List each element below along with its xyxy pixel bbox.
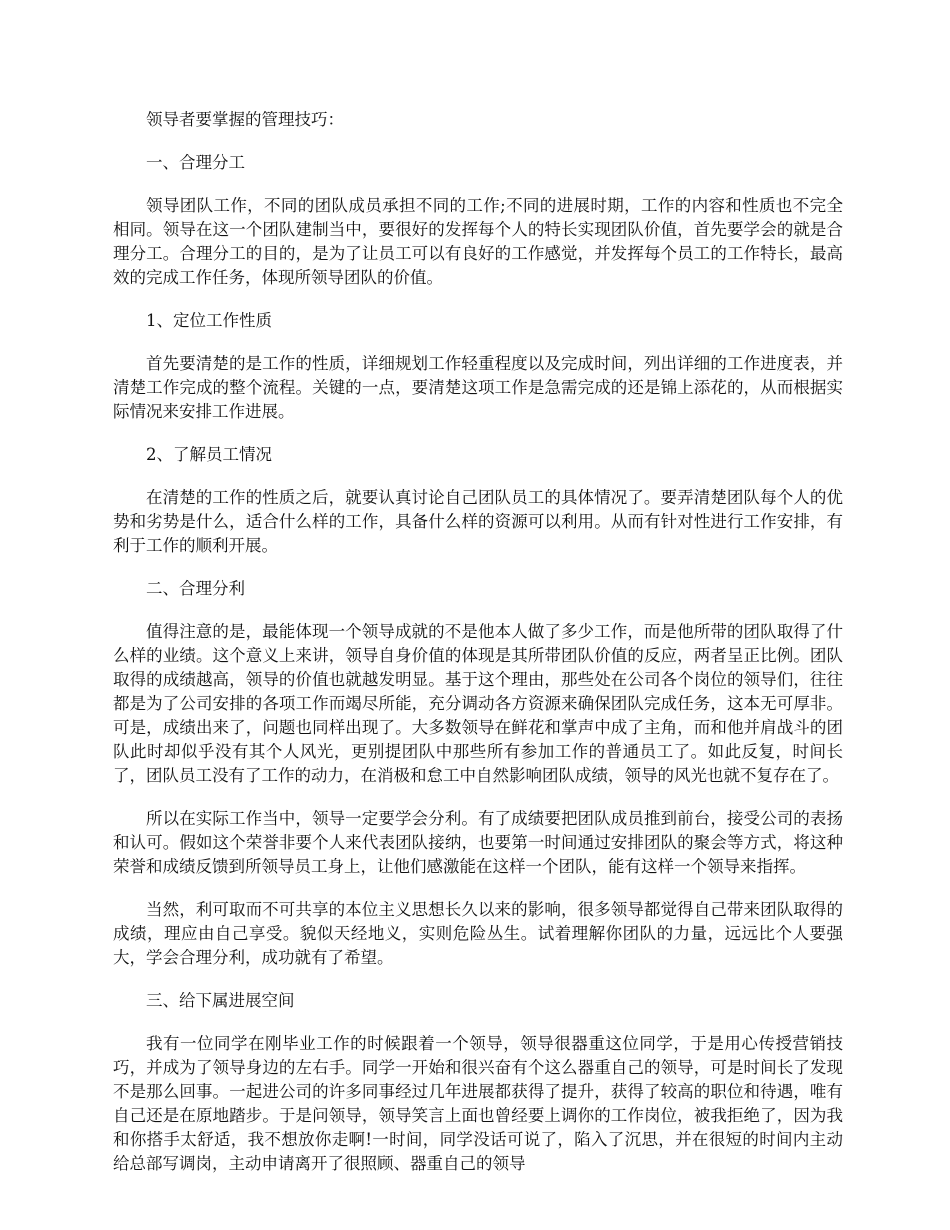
body-paragraph: 所以在实际工作当中，领导一定要学会分利。有了成绩要把团队成员推到前台，接受公司的表扬和认可。假如这个荣誉非要个人来代表团队接纳，也要第一时间通过安排团队的聚会等方式，将这种荣誉和成绩反馈到所领导员工身上，让他们感激能在这样一个团队，能有这样一个领导来指挥。 bbox=[113, 809, 843, 876]
body-paragraph: 在清楚的工作的性质之后，就要认真讨论自己团队员工的具体情况了。要弄清楚团队每个人的优势和劣势是什么，适合什么样的工作，具备什么样的资源可以利用。从而有针对性进行工作安排，有利于工作的顺利开展。 bbox=[113, 488, 843, 555]
section-heading: 1、定位工作性质 bbox=[146, 311, 272, 330]
body-paragraph: 首先要清楚的是工作的性质，详细规划工作轻重程度以及完成时间，列出详细的工作进度表，并清楚工作完成的整个流程。关键的一点，要清楚这项工作是急需完成的还是锦上添花的，从而根据实际情况来安排工作进展。 bbox=[113, 354, 843, 421]
section-heading: 二、合理分利 bbox=[146, 579, 245, 598]
section-heading: 2、了解员工情况 bbox=[146, 445, 272, 464]
document-body bbox=[113, 151, 843, 1176]
body-paragraph: 我有一位同学在刚毕业工作的时候跟着一个领导，领导很器重这位同学，于是用心传授营销技巧，并成为了领导身边的左右手。同学一开始和很兴奋有个这么器重自己的领导，可是时间长了发现不是那么回事。一起进公司的许多同事经过几年进展都获得了提升，获得了较高的职位和待遇，唯有自己还是在原地踏步。于是问领导，领导笑言上面也曾经要上调你的工作岗位，被我拒绝了，因为我和你搭手太舒适，我不想放你走啊!一时间，同学没话可说了，陷入了沉思，并在很短的时间内主动给总部写调岗，主动申请离开了很照顾、器重自己的领导 bbox=[113, 1034, 843, 1173]
body-paragraph: 当然，利可取而不可共享的本位主义思想长久以来的影响，很多领导都觉得自己带来团队取得的成绩，理应由自己享受。貌似天经地义，实则危险丛生。试着理解你团队的力量，远远比个人要强大，学会合理分利，成功就有了希望。 bbox=[113, 900, 843, 967]
body-paragraph: 值得注意的是，最能体现一个领导成就的不是他本人做了多少工作，而是他所带的团队取得了什么样的业绩。这个意义上来讲，领导自身价值的体现是其所带团队价值的反应，两者呈正比例。团队取得的成绩越高，领导的价值也就越发明显。基于这个理由，那些处在公司各个岗位的领导们，往往都是为了公司安排的各项工作而竭尽所能，充分调动各方资源来确保团队完成任务，这本无可厚非。可是，成绩出来了，问题也同样出现了。大多数领导在鲜花和掌声中成了主角，而和他并肩战斗的团队此时却似乎没有其个人风光，更别提团队中那些所有参加工作的普通员工了。如此反复，时间长了，团队员工没有了工作的动力，在消极和怠工中自然影响团队成绩，领导的风光也就不复存在了。 bbox=[113, 622, 843, 785]
document-page bbox=[113, 108, 843, 1195]
section-heading: 一、合理分工 bbox=[146, 153, 245, 172]
section-heading: 三、给下属进展空间 bbox=[146, 991, 295, 1010]
body-paragraph: 领导团队工作，不同的团队成员承担不同的工作;不同的进展时期，工作的内容和性质也不完全相同。领导在这一个团队建制当中，要很好的发挥每个人的特长实现团队价值，首先要学会的就是合理分工。合理分工的目的，是为了让员工可以有良好的工作感觉，并发挥每个员工的工作特长，最高效的完成工作任务，体现所领导团队的价值。 bbox=[113, 196, 843, 287]
document-intro-line: 领导者要掌握的管理技巧： bbox=[146, 110, 344, 129]
